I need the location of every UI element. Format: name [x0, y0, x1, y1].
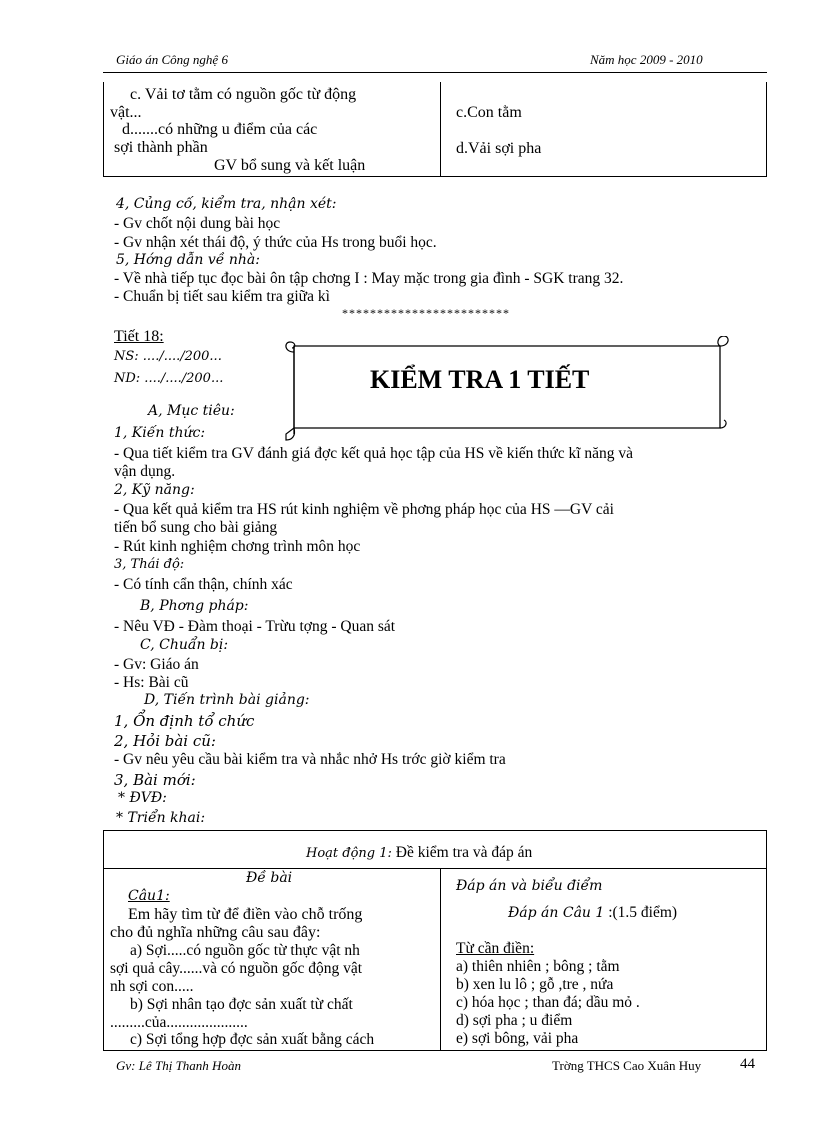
review-line: - Về nhà tiếp tục đọc bài ôn tập chơng I : May mặc trong gia đình - SGK trang 32.: [114, 270, 624, 287]
answer-subheading-label: Đáp án Câu 1: [508, 905, 605, 921]
header-rule: [103, 72, 767, 73]
body-line: - Có tính cẩn thận, chính xác: [114, 576, 293, 593]
subsection-heading: 1, Kiến thức:: [114, 425, 206, 441]
answer-subheading: [508, 904, 677, 922]
top-table-divider: [440, 82, 441, 177]
question-line: nh sợi con.....: [110, 978, 194, 995]
footer-rule: [103, 1050, 767, 1051]
question-line: c) Sợi tổng hợp đợc sản xuất bằng cách: [130, 1031, 375, 1048]
footer-school: Trờng THCS Cao Xuân Huy: [552, 1058, 702, 1073]
lesson-title: Tiết 18:: [114, 328, 164, 345]
section-heading-b: B, Phơng pháp:: [140, 598, 249, 614]
body-line: - Rút kinh nghiệm chơng trình môn học: [114, 538, 361, 555]
page-number: 44: [740, 1056, 755, 1072]
step-heading: 1, Ổn định tổ chức: [114, 712, 255, 730]
top-table-left-line: c. Vải tơ tằm có nguồn gốc từ động: [130, 86, 357, 103]
question-line: a) Sợi.....có nguồn gốc từ thực vật nh: [130, 942, 360, 959]
lesson-nd-date: ND: ..../..../200...: [114, 371, 224, 386]
question-line: Em hãy tìm từ để điền vào chỗ trống: [128, 906, 363, 923]
activity-table-header-rule: [103, 868, 767, 869]
step-heading: * Triển khai:: [116, 810, 206, 826]
answer-line: b) xen lu lô ; gỗ ,tre , nứa: [456, 976, 614, 993]
step-heading: 2, Hỏi bài cũ:: [114, 732, 216, 750]
section-heading-a: A, Mục tiêu:: [148, 403, 235, 419]
section-heading-5: 5, Hớng dẫn về nhà:: [116, 252, 260, 268]
top-table-left-line: d.......có những u điểm của các: [122, 121, 318, 138]
separator-stars: ************************: [342, 306, 510, 320]
review-line: - Gv chốt nội dung bài học: [114, 215, 281, 232]
body-line: tiến bổ sung cho bài giảng: [114, 519, 278, 536]
body-line: vận dụng.: [114, 463, 176, 480]
answer-line: e) sợi bông, vải pha: [456, 1030, 579, 1047]
answer-subheading-points: :(1.5 điểm): [604, 904, 678, 921]
body-line: - Gv: Giáo án: [114, 656, 199, 673]
top-table-right-line: c.Con tằm: [456, 104, 522, 121]
answer-heading: Đáp án và biểu điểm: [456, 878, 603, 894]
step-heading: * ĐVĐ:: [118, 790, 167, 806]
question-line: b) Sợi nhân tạo đợc sản xuất từ chất: [130, 996, 353, 1013]
top-table-left-line: vật...: [110, 104, 142, 121]
body-line: - Qua kết quả kiểm tra HS rút kinh nghiệm về phơng pháp học của HS —GV cải: [114, 501, 614, 518]
step-heading: 3, Bài mới:: [114, 771, 196, 789]
header-left: Giáo án Công nghệ 6: [116, 52, 228, 67]
exam-heading: Đề bài: [246, 870, 293, 886]
subsection-heading: 2, Kỹ năng:: [114, 482, 195, 498]
lesson-ns-date: NS: ..../..../200...: [114, 349, 222, 364]
subsection-heading: 3, Thái độ:: [114, 557, 185, 572]
question-line: cho đủ nghĩa những câu sau đây:: [110, 924, 321, 941]
banner-title: KIỂM TRA 1 TIẾT: [370, 365, 590, 394]
answer-line: c) hóa học ; than đá; dầu mỏ .: [456, 994, 640, 1011]
top-table-right-line: d.Vải sợi pha: [456, 140, 542, 157]
answer-line: d) sợi pha ; u điểm: [456, 1012, 573, 1029]
review-line: - Chuẩn bị tiết sau kiểm tra giữa kì: [114, 288, 330, 305]
body-line: - Nêu VĐ - Đàm thoại - Trừu tợng - Quan sát: [114, 618, 396, 635]
footer-left: Gv: Lê Thị Thanh Hoàn: [116, 1058, 241, 1073]
section-heading-c: C, Chuẩn bị:: [140, 637, 229, 653]
answer-words-label: Từ cần điền:: [456, 940, 535, 957]
answer-line: a) thiên nhiên ; bông ; tằm: [456, 958, 620, 975]
review-line: - Gv nhận xét thái độ, ý thức của Hs trong buổi học.: [114, 234, 437, 251]
body-line: - Gv nêu yêu cầu bài kiểm tra và nhắc nhở Hs trớc giờ kiểm tra: [114, 751, 506, 768]
question-line: .........của.....................: [110, 1014, 248, 1031]
top-table-left-line: GV bổ sung và kết luận: [214, 157, 366, 174]
activity-title-prefix: Hoạt động 1:: [306, 846, 392, 861]
section-heading-d: D, Tiến trình bài giảng:: [144, 692, 310, 708]
body-line: - Qua tiết kiểm tra GV đánh giá đợc kết quả học tập của HS về kiến thức kĩ năng và: [114, 445, 634, 462]
activity-title-rest: Đề kiểm tra và đáp án: [391, 844, 533, 861]
top-table-left-line: sợi thành phần: [114, 139, 208, 156]
activity-table-divider: [440, 868, 441, 1050]
question-label: Câu1:: [128, 888, 170, 904]
question-line: sợi quả cây......và có nguồn gốc động vật: [110, 960, 363, 977]
header-right: Năm học 2009 - 2010: [590, 52, 703, 67]
activity-title: [306, 844, 532, 862]
section-heading-4: 4, Củng cố, kiểm tra, nhận xét:: [116, 196, 337, 212]
body-line: - Hs: Bài cũ: [114, 674, 189, 691]
